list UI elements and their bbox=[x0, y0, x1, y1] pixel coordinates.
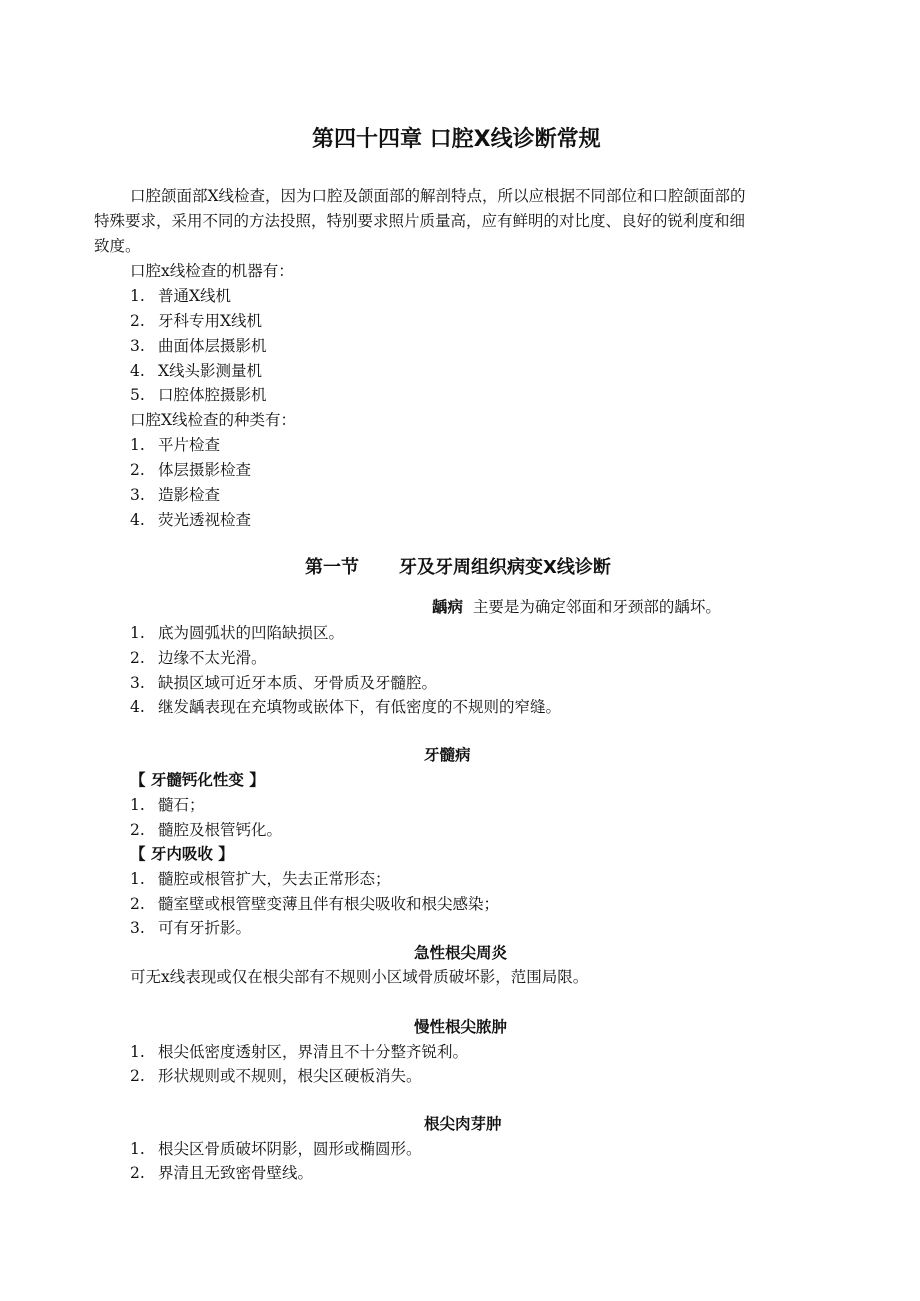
exam-types-heading: 口腔X线检查的种类有： bbox=[130, 411, 297, 429]
acute-periapical-title: 急性根尖周炎 bbox=[414, 944, 508, 962]
caries-description: 主要是为确定邻面和牙颈部的龋坏。 bbox=[472, 598, 721, 616]
chronic-abscess-title: 慢性根尖脓肿 bbox=[414, 1018, 508, 1036]
list-item: 2. 髓腔及根管钙化。 bbox=[130, 821, 283, 839]
intro-paragraph-line-3: 致度。 bbox=[94, 237, 141, 255]
list-item: 1. 根尖区骨质破坏阴影，圆形或椭圆形。 bbox=[130, 1140, 422, 1158]
internal-resorption-heading: 【 牙内吸收 】 bbox=[130, 845, 234, 863]
intro-paragraph-line-2: 特殊要求，采用不同的方法投照，特别要求照片质量高，应有鲜明的对比度、良好的锐利度和细 bbox=[94, 212, 746, 230]
list-item: 4. X线头影测量机 bbox=[130, 362, 263, 380]
list-item: 3. 造影检查 bbox=[130, 486, 221, 504]
list-item: 1. 底为圆弧状的凹陷缺损区。 bbox=[130, 624, 345, 642]
section-title: 第一节 牙及牙周组织病变X线诊断 bbox=[305, 557, 611, 578]
caries-title: 龋病 bbox=[432, 598, 464, 616]
list-item: 5. 口腔体腔摄影机 bbox=[130, 386, 267, 404]
list-item: 2. 形状规则或不规则，根尖区硬板消失。 bbox=[130, 1067, 422, 1085]
list-item: 2. 髓室壁或根管壁变薄且伴有根尖吸收和根尖感染； bbox=[130, 895, 500, 913]
list-item: 4. 荧光透视检查 bbox=[130, 511, 252, 529]
chapter-title: 第四十四章 口腔X线诊断常规 bbox=[312, 127, 601, 152]
list-item: 3. 可有牙折影。 bbox=[130, 919, 252, 937]
caries-heading bbox=[432, 597, 721, 617]
list-item: 1. 髓石； bbox=[130, 796, 205, 814]
machines-heading: 口腔x线检查的机器有： bbox=[130, 262, 294, 280]
intro-paragraph-line-1: 口腔颌面部X线检查，因为口腔及颌面部的解剖特点，所以应根据不同部位和口腔颌面部的 bbox=[130, 187, 746, 205]
list-item: 3. 缺损区域可近牙本质、牙骨质及牙髓腔。 bbox=[130, 674, 438, 692]
list-item: 1. 根尖低密度透射区，界清且不十分整齐锐利。 bbox=[130, 1043, 469, 1061]
list-item: 2. 边缘不太光滑。 bbox=[130, 649, 267, 667]
list-item: 2. 界清且无致密骨壁线。 bbox=[130, 1164, 314, 1182]
list-item: 2. 牙科专用X线机 bbox=[130, 312, 263, 330]
list-item: 2. 体层摄影检查 bbox=[130, 461, 252, 479]
acute-periapical-text: 可无x线表现或仅在根尖部有不规则小区域骨质破坏影，范围局限。 bbox=[130, 968, 589, 986]
pulp-title: 牙髓病 bbox=[424, 746, 471, 764]
granuloma-title: 根尖肉芽肿 bbox=[424, 1115, 502, 1133]
pulp-calcification-heading: 【 牙髓钙化性变 】 bbox=[130, 771, 265, 789]
list-item: 3. 曲面体层摄影机 bbox=[130, 337, 267, 355]
list-item: 1. 普通X线机 bbox=[130, 287, 232, 305]
list-item: 1. 平片检查 bbox=[130, 436, 221, 454]
list-item: 4. 继发龋表现在充填物或嵌体下，有低密度的不规则的窄缝。 bbox=[130, 698, 562, 716]
list-item: 1. 髓腔或根管扩大，失去正常形态； bbox=[130, 870, 391, 888]
